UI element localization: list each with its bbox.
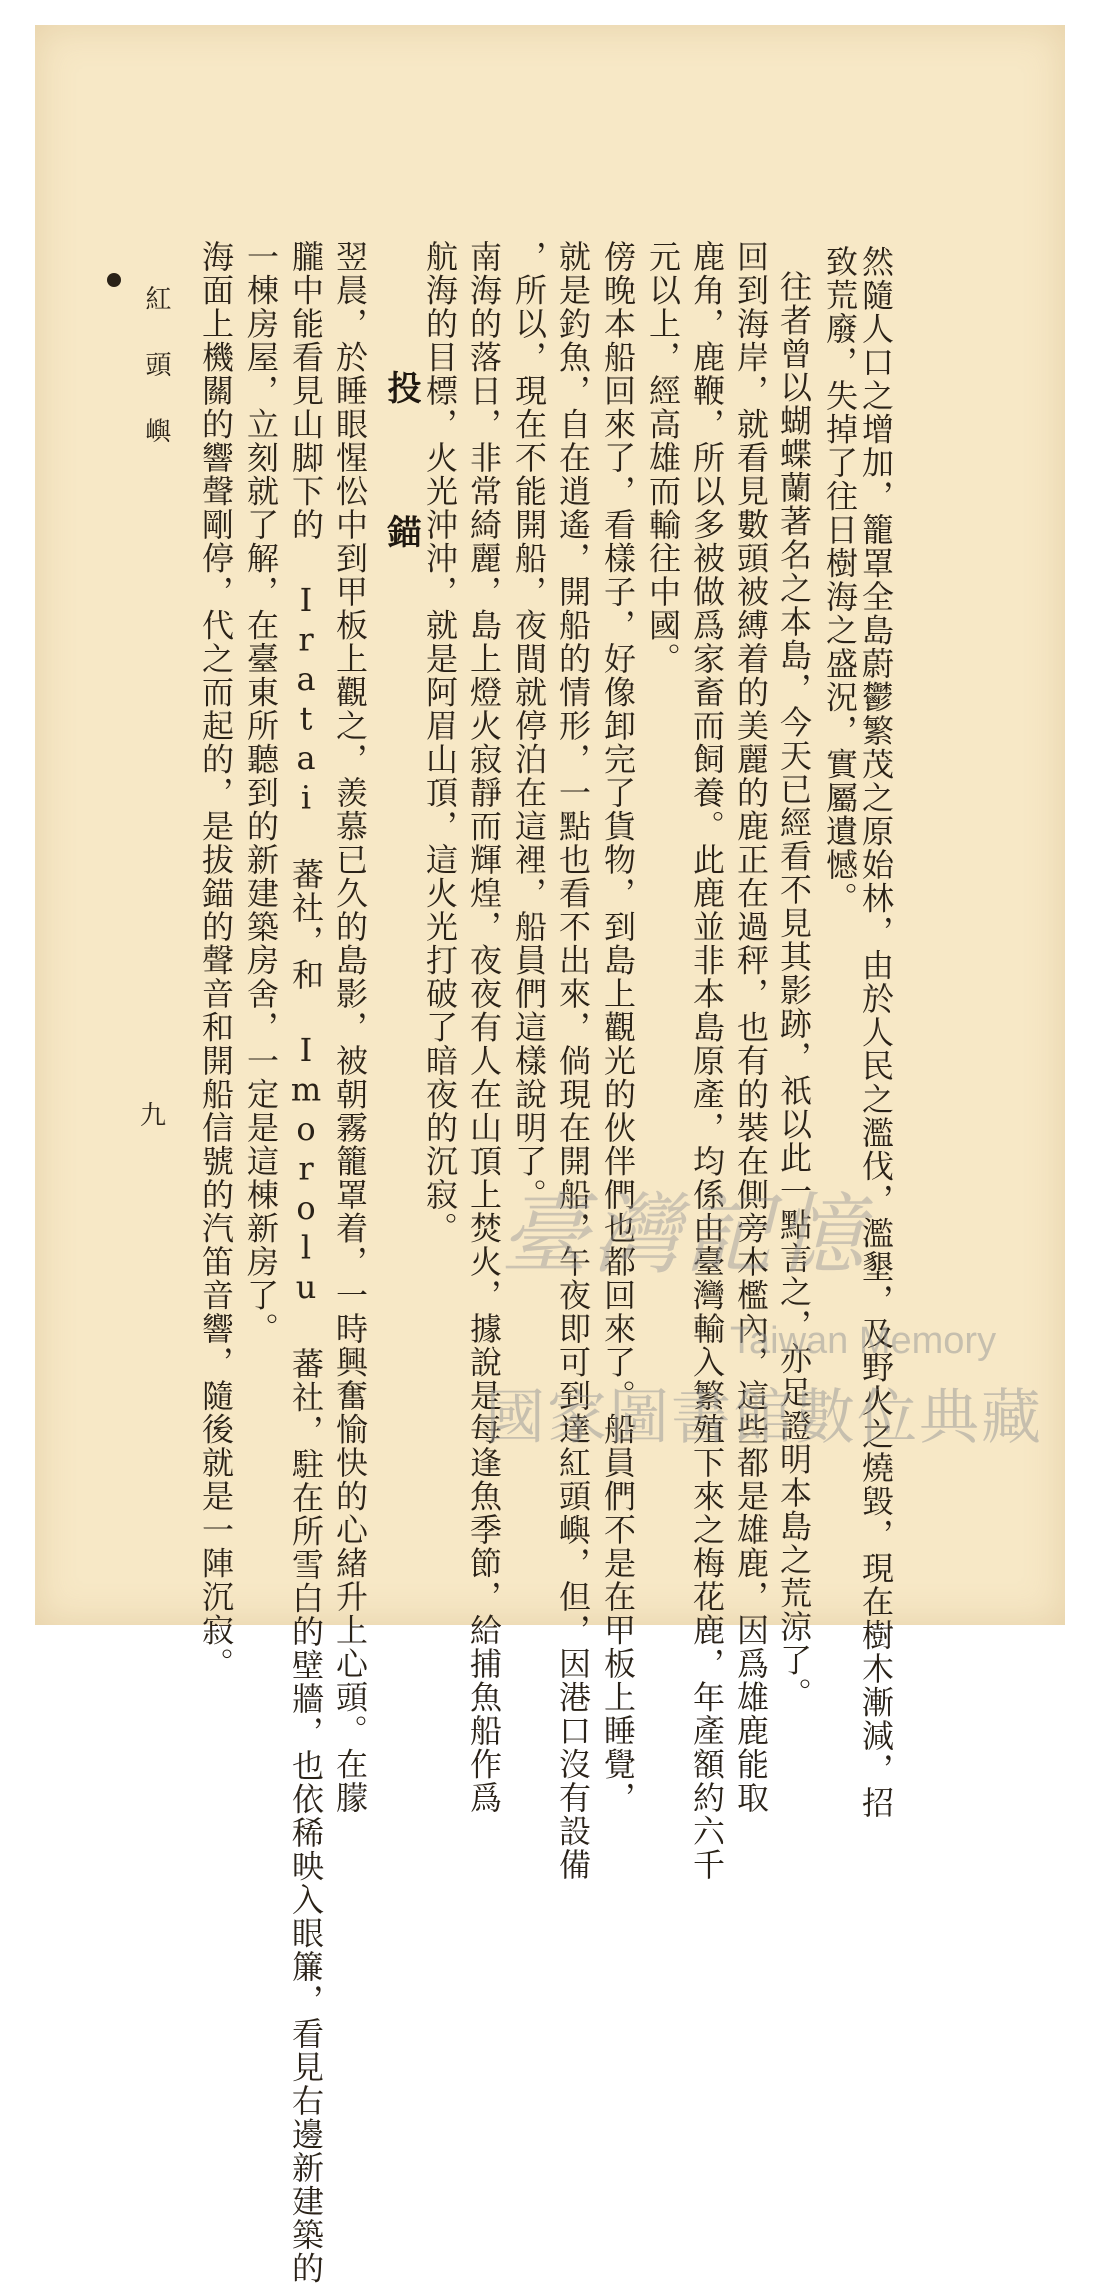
text-column-1: 然隨人口之增加，籠罩全島蔚鬱繁茂之原始林，由於人民之濫伐，濫墾，及野火之燒毀，現在樹木漸減，招 bbox=[857, 245, 895, 1820]
text-column-7: 傍晚本船回來了，看樣子，好像卸完了貨物，到島上觀光的伙伴們也都回來了。船員們不是在甲板上睡覺， bbox=[599, 240, 637, 1815]
text-column-12: 翌晨，於睡眼惺忪中到甲板上觀之，羨慕已久的島影，被朝霧籠罩着，一時興奮愉快的心緒升上心頭。在朦 bbox=[331, 240, 369, 1815]
text-column-2: 致荒廢，失掉了往日樹海之盛況，實屬遺憾。 bbox=[821, 245, 859, 915]
header-bullet-icon bbox=[107, 273, 121, 287]
watermark-taiwan-memory-logo: 臺灣記憶 bbox=[500, 1183, 869, 1286]
running-header-title: 紅頭嶼 bbox=[141, 285, 171, 483]
text-column-9: ，所以，現在不能開船，夜間就停泊在這裡，船員們這樣說明了。 bbox=[510, 240, 548, 1212]
text-column-15: 海面上機關的響聲剛停，代之而起的，是拔錨的聲音和開船信號的汽笛音響，隨後就是一陣沉寂。 bbox=[197, 240, 235, 1681]
watermark-english: Taiwan Memory bbox=[730, 1320, 997, 1362]
text-column-10: 南海的落日，非常綺麗，島上燈火寂靜而輝煌，夜夜有人在山頂上焚火，據說是每逢魚季節，給捕魚船作爲 bbox=[465, 240, 503, 1815]
text-column-13: 朧中能看見山脚下的 Iratai 蕃社，和 Imorolu 蕃社，駐在所雪白的壁牆，也依稀映入眼簾，看見右邊新建築的 bbox=[287, 240, 325, 2285]
text-column-14: 一棟房屋，立刻就了解，在臺東所聽到的新建築房舍，一定是這棟新房了。 bbox=[242, 240, 280, 1346]
text-column-11: 航海的目標，火光沖沖，就是阿眉山頂，這火光打破了暗夜的沉寂。 bbox=[421, 240, 459, 1245]
section-heading: 投錨 bbox=[381, 370, 421, 658]
text-column-8: 就是釣魚，自在逍遙，開船的情形，一點也看不出來，倘現在開船，午夜即可到達紅頭嶼，但，因港口沒有設備 bbox=[554, 240, 592, 1882]
text-column-6: 元以上，經高雄而輸往中國。 bbox=[644, 240, 682, 676]
text-column-4: 回到海岸，就看見數頭被縛着的美麗的鹿正在過秤，也有的裝在側旁木檻內，這些都是雄鹿，因爲雄鹿能取 bbox=[732, 240, 770, 1815]
text-column-3: 往者曾以蝴蝶蘭著名之本島，今天已經看不見其影跡，祇以此一點言之，亦足證明本島之荒涼了。 bbox=[775, 270, 813, 1711]
text-column-5: 鹿角，鹿鞭，所以多被做爲家畜而飼養。此鹿並非本島原產，均係由臺灣輸入繁殖下來之梅花鹿，年產額約六千 bbox=[688, 240, 726, 1882]
page-number: 九 bbox=[140, 1101, 167, 1131]
watermark-library-name: 國家圖書館數位典藏 bbox=[485, 1383, 1043, 1453]
